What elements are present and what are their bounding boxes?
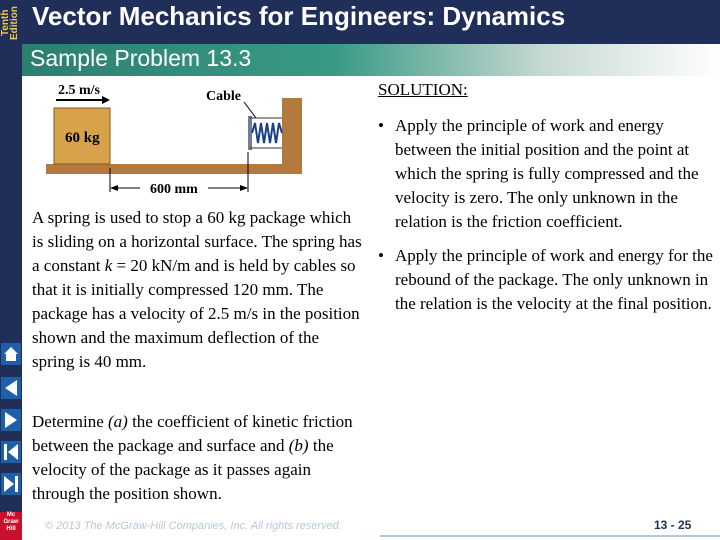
part-a-label: (a)	[108, 412, 128, 431]
solution-bullet	[372, 114, 717, 234]
bullet-dot: •	[378, 116, 384, 135]
publisher-logo	[0, 512, 22, 540]
copyright-notice: © 2013 The McGraw-Hill Companies, Inc. All rights reserved.	[45, 520, 342, 532]
problem-statement	[32, 206, 364, 374]
solution-bullet	[372, 244, 717, 316]
wall	[282, 98, 302, 174]
solution-bullet-list	[372, 114, 717, 326]
solution-bullet-text: Apply the principle of work and energy between the initial position and the point at which the spring is fully compressed and the velocity is zero. The only unknown in the relation is the friction coefficient.	[395, 116, 699, 231]
bar-icon	[4, 444, 7, 460]
floor	[46, 164, 282, 174]
first-nav-button[interactable]	[0, 440, 22, 464]
last-nav-button[interactable]	[0, 472, 22, 496]
determine-statement	[32, 410, 362, 506]
slide-subtitle: Sample Problem 13.3	[30, 45, 252, 71]
solution-heading: SOLUTION:	[378, 80, 468, 99]
footer-divider	[380, 535, 720, 537]
problem-text-1: A spring is used to stop a 60 kg package which is sliding on a horizontal surface. The spring has a constant	[32, 208, 362, 275]
subtitle-bar	[22, 44, 720, 76]
edition-line-1: Tenth	[0, 9, 11, 37]
determine-text-3: the velocity of the package as it passes again through the position shown.	[32, 436, 334, 503]
edition-line-2: Edition	[9, 6, 20, 40]
logo-text: Mc Graw Hill	[3, 512, 19, 532]
dimension-arrow-left	[110, 185, 118, 191]
part-b-label: (b)	[288, 436, 309, 455]
next-nav-button[interactable]	[0, 408, 22, 432]
mass-label: 60 kg	[65, 130, 100, 146]
dimension-arrow-right	[240, 185, 248, 191]
spring-plate	[248, 116, 252, 150]
cable-label: Cable	[206, 89, 241, 104]
problem-text-2: = 20 kN/m and is held by cables so that it is initially compressed 120 mm. The package has a velocity of 2.5 m/s in the position shown and the maximum deflection of the spring is 40 mm.	[32, 256, 360, 371]
determine-text-1: Determine	[32, 412, 108, 431]
solution-bullet-text: Apply the principle of work and energy for the rebound of the package. The only unknown in the relation is the velocity at the final position.	[395, 246, 713, 313]
page-number: 13 - 25	[654, 518, 692, 532]
velocity-arrow-head	[102, 96, 110, 104]
previous-nav-button[interactable]	[0, 376, 22, 400]
cable-leader-line	[244, 102, 256, 118]
edition-label	[1, 2, 19, 44]
spring-coil	[252, 123, 282, 143]
spring-constant-symbol: k	[104, 256, 113, 275]
book-title: Vector Mechanics for Engineers: Dynamics	[32, 1, 566, 31]
determine-text-2: the coefficient of kinetic friction between the package and surface and	[32, 412, 353, 455]
distance-label: 600 mm	[150, 182, 198, 197]
velocity-label: 2.5 m/s	[58, 83, 100, 98]
problem-figure	[30, 78, 302, 200]
home-nav-button[interactable]	[0, 342, 22, 366]
bullet-dot: •	[378, 246, 384, 265]
title-bar	[22, 0, 720, 44]
bar-icon	[15, 476, 18, 492]
